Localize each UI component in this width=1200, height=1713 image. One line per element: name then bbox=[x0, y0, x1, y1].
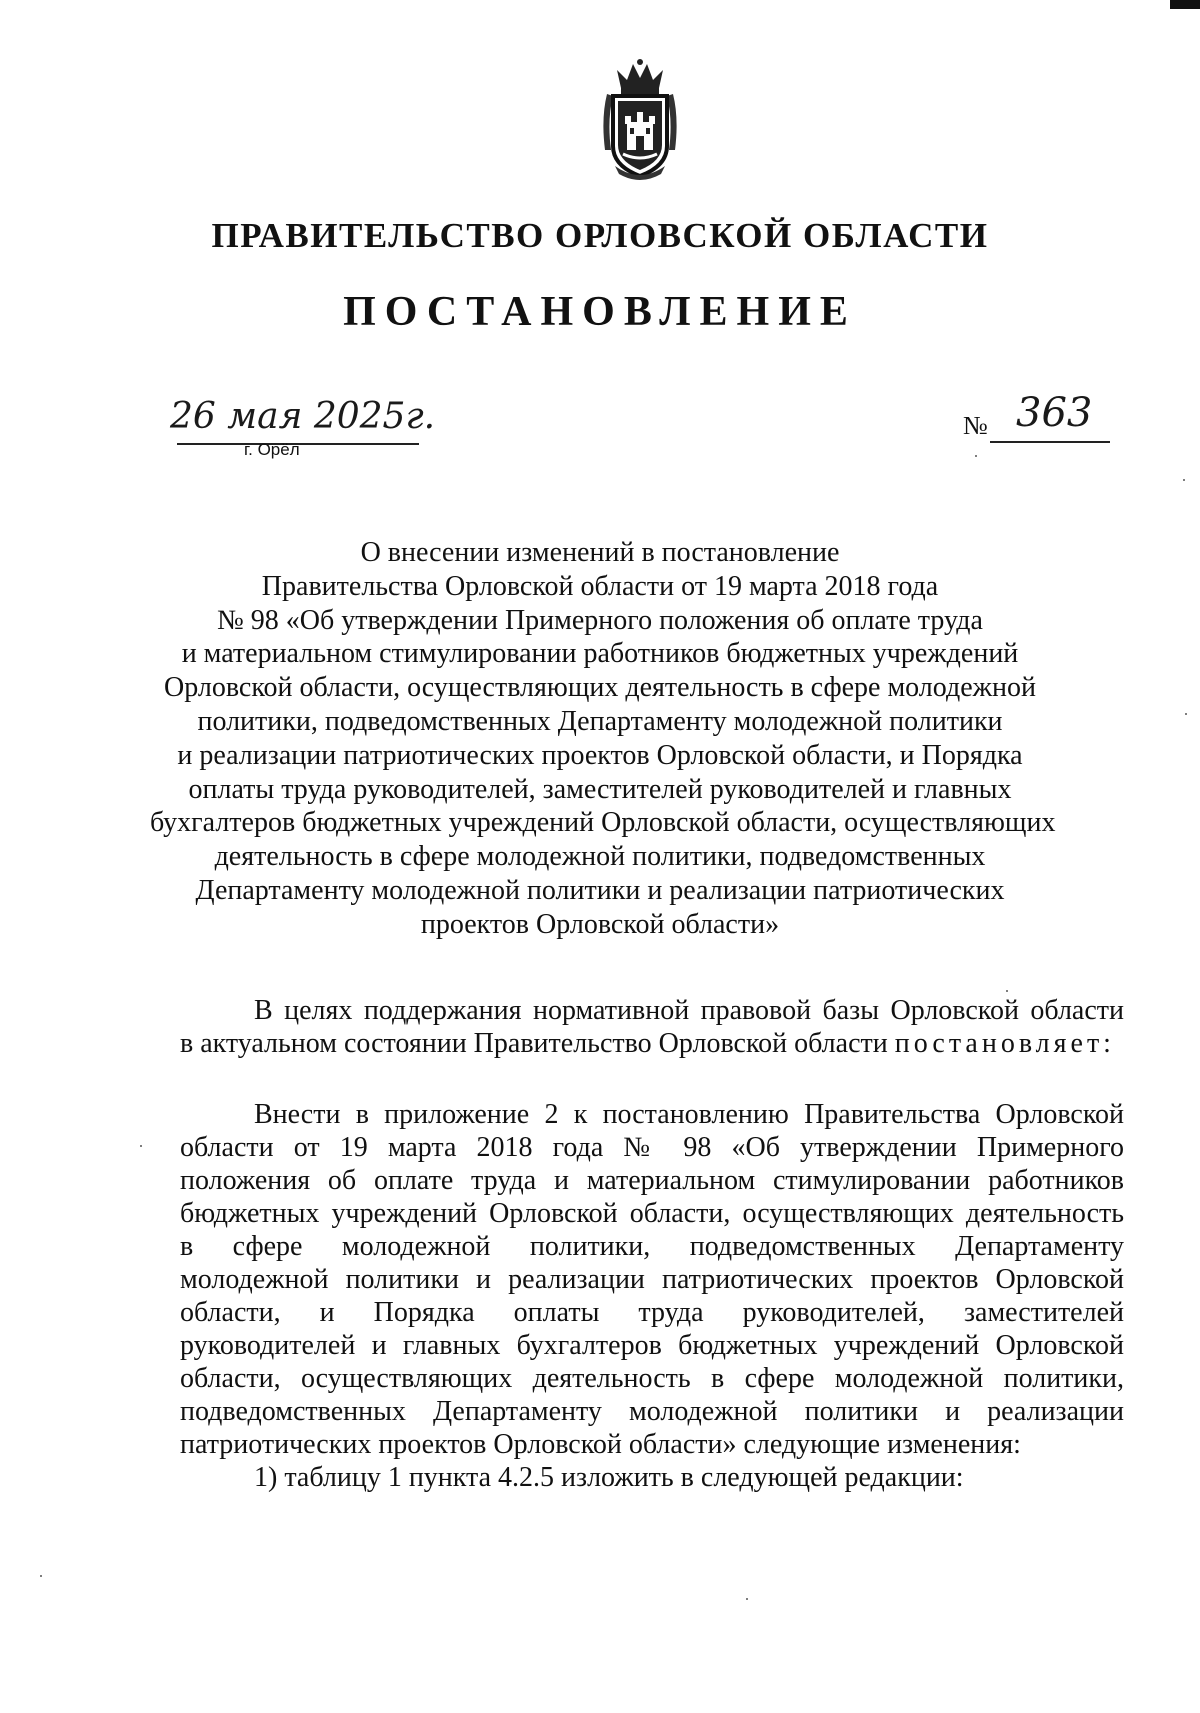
body-line: подведомственных Департаменту молодежной политики и реализации bbox=[180, 1396, 1124, 1427]
coat-of-arms-icon bbox=[597, 58, 683, 184]
subject-line: оплаты труда руководителей, заместителей руководителей и главных bbox=[188, 773, 1012, 805]
body-line: области, и Порядка оплаты труда руководителей, заместителей bbox=[180, 1297, 1124, 1328]
number-label: № bbox=[963, 411, 988, 440]
document-type-title: ПОСТАНОВЛЕНИЕ bbox=[343, 289, 857, 335]
scan-speck bbox=[140, 1145, 142, 1147]
resolves-word: постановляет: bbox=[894, 1028, 1115, 1059]
subject-line: О внесении изменений в постановление bbox=[360, 537, 840, 568]
item-1: 1) таблицу 1 пункта 4.2.5 изложить в следующей редакции: bbox=[254, 1462, 964, 1493]
body-line: патриотических проектов Орловской области» следующие изменения: bbox=[180, 1429, 1021, 1460]
document-subject bbox=[150, 536, 1056, 942]
subject-line: и материальном стимулировании работников бюджетных учреждений bbox=[181, 638, 1019, 670]
body-line: Внести в приложение 2 к постановлению Правительства Орловской bbox=[254, 1099, 1124, 1130]
government-title: ПРАВИТЕЛЬСТВО ОРЛОВСКОЙ ОБЛАСТИ bbox=[211, 216, 989, 255]
handwritten-date: 26 мая 2025г. bbox=[170, 396, 436, 437]
subject-line: и реализации патриотических проектов Орловской области, и Порядка bbox=[177, 739, 1023, 771]
subject-line: Правительства Орловской области от 19 марта 2018 года bbox=[261, 570, 939, 602]
body-paragraph bbox=[180, 1098, 1124, 1494]
scan-speck bbox=[975, 455, 977, 457]
handwritten-number: 363 bbox=[1016, 390, 1093, 436]
body-line: области от 19 марта 2018 года № 98 «Об утверждении Примерного bbox=[180, 1132, 1124, 1163]
city-label: г. Орёл bbox=[244, 440, 300, 459]
body-line: молодежной политики и реализации патриотических проектов Орловской bbox=[180, 1264, 1124, 1295]
preamble-line bbox=[180, 1027, 1124, 1060]
subject-line: деятельность в сфере молодежной политики, подведомственных bbox=[214, 841, 986, 873]
body-line: в сфере молодежной политики, подведомственных Департаменту bbox=[180, 1231, 1124, 1262]
number-underline bbox=[990, 441, 1110, 443]
body-line: бюджетных учреждений Орловской области, осуществляющих деятельность bbox=[180, 1198, 1124, 1229]
body-line: положения об оплате труда и материальном стимулировании работников bbox=[180, 1165, 1124, 1196]
scan-speck bbox=[40, 1575, 42, 1577]
scan-speck bbox=[1006, 990, 1008, 992]
subject-line: бухгалтеров бюджетных учреждений Орловской области, осуществляющих bbox=[150, 807, 1056, 839]
scan-speck bbox=[746, 1598, 748, 1600]
subject-line: Орловской области, осуществляющих деятельность в сфере молодежной bbox=[164, 672, 1036, 704]
preamble-paragraph bbox=[180, 994, 1124, 1060]
preamble-text: в актуальном состоянии Правительство Орловской области bbox=[180, 1028, 895, 1059]
scan-corner-mark bbox=[1170, 0, 1200, 9]
body-line: руководителей и главных бухгалтеров бюджетных учреждений Орловской bbox=[180, 1330, 1124, 1361]
body-line: области, осуществляющих деятельность в сфере молодежной политики, bbox=[180, 1363, 1124, 1394]
subject-line: № 98 «Об утверждении Примерного положения об оплате труда bbox=[217, 604, 983, 636]
subject-line: проектов Орловской области» bbox=[420, 908, 780, 940]
preamble-line: В целях поддержания нормативной правовой базы Орловской области bbox=[254, 995, 1124, 1026]
subject-line: политики, подведомственных Департаменту молодежной политики bbox=[197, 705, 1003, 737]
scan-speck bbox=[1183, 479, 1185, 481]
subject-line: Департаменту молодежной политики и реализации патриотических bbox=[195, 874, 1005, 906]
scan-speck bbox=[1185, 713, 1187, 715]
